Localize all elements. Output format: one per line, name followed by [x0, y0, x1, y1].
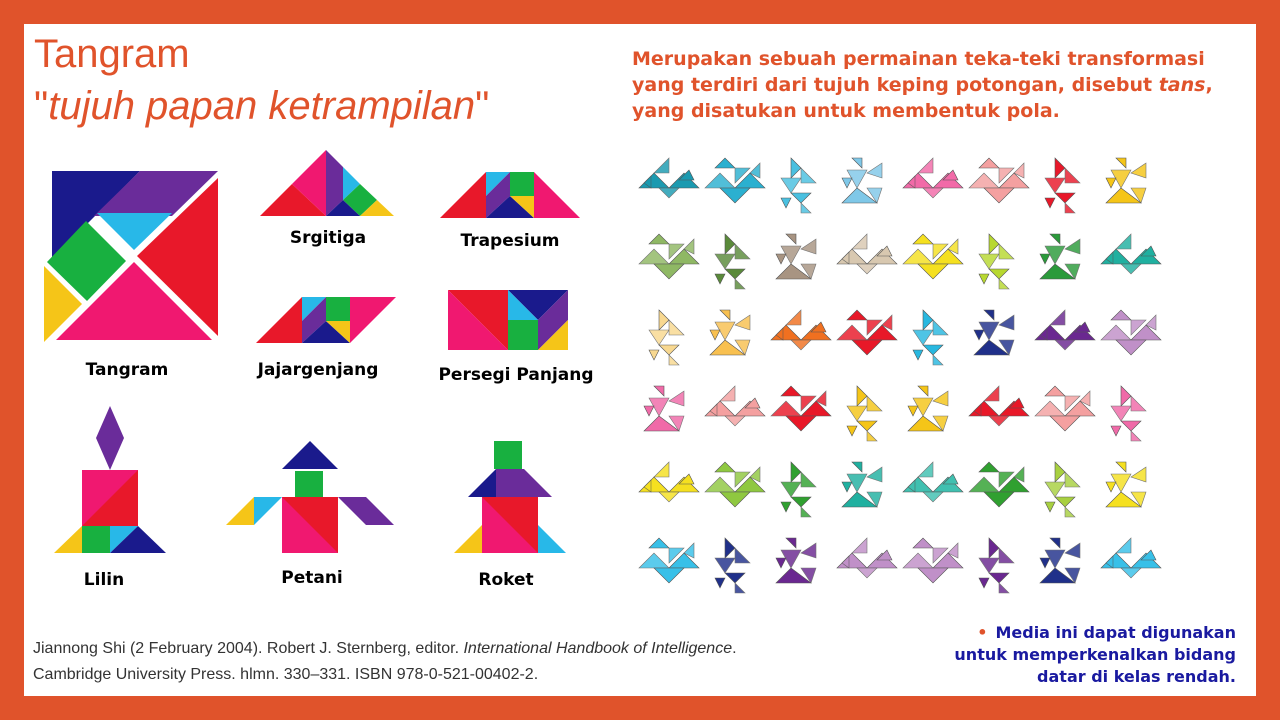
tan-piece — [842, 482, 852, 492]
page-title: Tangram — [34, 32, 190, 76]
lilin-figure — [54, 406, 168, 554]
gallery-figure — [842, 462, 882, 507]
tan-piece — [654, 264, 684, 279]
tan-piece — [923, 188, 943, 198]
tan-piece — [786, 234, 796, 244]
tan-piece — [725, 269, 745, 279]
gallery-figure — [979, 234, 1014, 289]
tan-piece — [715, 578, 725, 588]
tan-piece — [1055, 158, 1065, 178]
tan-piece — [1101, 553, 1131, 568]
gallery-figure — [776, 234, 816, 279]
tan-piece — [781, 198, 791, 208]
gallery-figure — [715, 234, 750, 289]
tan-piece — [877, 246, 892, 256]
tan-piece — [984, 386, 999, 401]
tan-piece — [801, 472, 816, 487]
tan-piece — [1101, 325, 1131, 340]
tan-piece — [654, 158, 669, 173]
tan-piece — [903, 553, 933, 568]
tan-piece — [1065, 543, 1080, 558]
tan-piece — [639, 553, 669, 568]
tan-piece — [933, 391, 948, 406]
tan-piece — [984, 492, 1014, 507]
tan-piece — [735, 315, 750, 330]
tan-piece — [735, 279, 745, 289]
tan-piece — [1106, 482, 1116, 492]
tan-piece — [659, 188, 679, 198]
tan-piece — [801, 239, 816, 254]
tan-piece — [1131, 467, 1146, 482]
gallery-figure — [710, 310, 750, 355]
tan-piece — [989, 269, 1009, 279]
tan-piece — [969, 401, 999, 416]
tan-piece — [649, 234, 669, 244]
gallery-figure — [842, 158, 882, 203]
tan-piece — [847, 426, 857, 436]
tan-piece — [857, 568, 877, 578]
gallery-figure — [715, 538, 750, 593]
tan-piece — [801, 543, 816, 558]
tan-piece — [1035, 401, 1065, 416]
tan-piece — [649, 538, 669, 548]
label-roket: Roket — [478, 570, 534, 590]
gallery-figure — [705, 386, 765, 426]
tan-piece — [1075, 322, 1090, 332]
tangram-figure — [42, 166, 220, 344]
tan-piece — [725, 538, 735, 558]
tan-piece — [1009, 398, 1024, 408]
tan-piece — [1045, 178, 1065, 193]
tan-piece — [999, 583, 1009, 593]
tan-piece — [979, 254, 999, 269]
tan-piece — [999, 315, 1014, 330]
tan-piece — [1116, 234, 1131, 249]
gallery-figure — [781, 462, 816, 517]
tan-piece — [943, 170, 958, 180]
tan-piece — [1131, 431, 1141, 441]
tan-piece — [1045, 502, 1055, 512]
label-jajargenjang: Jajargenjang — [257, 360, 379, 380]
tan-piece — [999, 244, 1014, 259]
tan-piece — [735, 583, 745, 593]
tan-piece — [923, 310, 933, 330]
tan-piece — [1050, 310, 1065, 325]
tan-piece — [852, 340, 882, 355]
tan-piece — [1106, 178, 1116, 188]
tan-piece — [1116, 538, 1131, 553]
tan-piece — [989, 416, 1009, 426]
tan-piece — [791, 158, 801, 178]
tan-piece — [725, 573, 745, 583]
tan-piece — [857, 421, 877, 431]
tan-piece — [989, 234, 999, 254]
tan-piece — [715, 558, 735, 573]
gallery-figure — [969, 386, 1029, 426]
note: • Media ini dapat digunakan untuk memperkenalkan bidang datar di kelas rendah. — [954, 623, 1236, 686]
tan-piece — [913, 330, 933, 345]
gallery-figure — [639, 538, 699, 583]
label-petani: Petani — [281, 568, 343, 588]
tan-piece — [867, 396, 882, 411]
tan-piece — [913, 538, 933, 548]
gallery-figure — [903, 462, 963, 502]
tan-piece — [1065, 203, 1075, 213]
tan-piece — [715, 462, 735, 472]
gallery-figure — [974, 310, 1014, 355]
tan-piece — [786, 416, 816, 431]
tan-piece — [837, 553, 867, 568]
tan-piece — [877, 550, 892, 560]
tan-piece — [933, 355, 943, 365]
gallery-figure — [913, 310, 948, 365]
tan-piece — [654, 462, 669, 477]
petani-figure — [226, 441, 396, 555]
tan-piece — [1121, 264, 1141, 274]
tan-piece — [984, 310, 994, 320]
gallery-figure — [1035, 386, 1095, 431]
description: Merupakan sebuah permainan teka-teki transformasi yang terdiri dari tujuh keping potongan, disebut tans, yang disatukan untuk membentuk pola. — [632, 48, 1213, 122]
tan-piece — [715, 158, 735, 168]
tan-piece — [654, 568, 684, 583]
label-segitiga: Srgitiga — [289, 228, 367, 248]
tan-piece — [639, 173, 669, 188]
tan-piece — [659, 492, 679, 502]
gallery-figure — [847, 386, 882, 441]
tan-piece — [852, 538, 867, 553]
tan-piece — [903, 249, 933, 264]
tan-piece — [867, 431, 877, 441]
gallery-figure — [781, 158, 816, 213]
tan-piece — [735, 548, 750, 563]
tan-piece — [786, 310, 801, 325]
tan-piece — [1111, 426, 1121, 436]
tan-piece — [1131, 163, 1146, 178]
tan-piece — [1111, 406, 1131, 421]
tan-piece — [923, 345, 943, 355]
tan-piece — [852, 462, 862, 472]
tan-piece — [720, 188, 750, 203]
tan-piece — [781, 482, 801, 497]
tan-piece — [989, 573, 1009, 583]
tan-piece — [639, 249, 669, 264]
gallery-figure — [705, 158, 765, 203]
tan-piece — [781, 386, 801, 396]
tan-piece — [852, 234, 867, 249]
gallery-figure — [639, 158, 699, 198]
gallery-figure — [908, 386, 948, 431]
tan-piece — [989, 538, 999, 558]
tan-piece — [1101, 249, 1131, 264]
tan-piece — [847, 310, 867, 320]
tan-piece — [745, 398, 760, 408]
gallery-figure — [837, 234, 897, 274]
tan-piece — [679, 474, 694, 484]
gallery-figure — [1045, 158, 1080, 213]
tan-piece — [791, 193, 811, 203]
tan-piece — [857, 386, 867, 406]
tan-piece — [867, 163, 882, 178]
tan-piece — [918, 386, 928, 396]
tan-piece — [1065, 472, 1080, 487]
tan-piece — [979, 462, 999, 472]
tan-piece — [791, 340, 811, 350]
label-persegi-panjang: Persegi Panjang — [438, 365, 594, 385]
tan-piece — [801, 507, 811, 517]
tan-piece — [984, 188, 1014, 203]
gallery-figure — [1035, 310, 1095, 350]
tan-piece — [735, 244, 750, 259]
persegi-panjang-figure — [448, 290, 570, 352]
gallery-figure — [649, 310, 684, 365]
roket-figure — [454, 441, 568, 555]
gallery-figure — [979, 538, 1014, 593]
tan-piece — [1055, 497, 1075, 507]
tan-piece — [811, 322, 826, 332]
tan-piece — [837, 249, 867, 264]
gallery-figure — [1101, 538, 1161, 578]
tan-piece — [669, 391, 684, 406]
tan-piece — [781, 502, 791, 512]
tan-piece — [679, 170, 694, 180]
gallery-figure — [776, 538, 816, 583]
gallery-figure — [1101, 234, 1161, 274]
tan-piece — [1141, 550, 1156, 560]
tan-piece — [918, 158, 933, 173]
jajargenjang-figure — [256, 297, 398, 345]
gallery-figure — [903, 158, 963, 198]
tan-piece — [969, 173, 999, 188]
tan-piece — [1050, 538, 1060, 548]
tan-piece — [1121, 386, 1131, 406]
tan-piece — [933, 320, 948, 335]
tan-piece — [857, 264, 877, 274]
tan-piece — [1121, 421, 1141, 431]
gallery-figure — [639, 234, 699, 279]
tan-piece — [649, 330, 669, 345]
tan-piece — [791, 462, 801, 482]
tan-piece — [1065, 168, 1080, 183]
tan-piece — [771, 325, 801, 340]
tan-piece — [725, 234, 735, 254]
label-tangram: Tangram — [85, 360, 169, 380]
tan-piece — [1045, 482, 1065, 497]
tan-piece — [1040, 254, 1050, 264]
tan-piece — [979, 558, 999, 573]
tan-piece — [969, 477, 999, 492]
tan-piece — [913, 234, 933, 244]
tan-piece — [913, 350, 923, 360]
tan-piece — [979, 274, 989, 284]
tan-piece — [918, 462, 933, 477]
tan-piece — [1065, 239, 1080, 254]
tan-piece — [1116, 340, 1146, 355]
gallery-figure — [837, 538, 897, 578]
tan-piece — [908, 406, 918, 416]
tan-piece — [903, 477, 933, 492]
tan-piece — [852, 158, 862, 168]
gallery-figure — [969, 462, 1029, 507]
tan-piece — [1055, 462, 1065, 482]
tan-piece — [943, 474, 958, 484]
tan-piece — [649, 350, 659, 360]
tan-piece — [644, 406, 654, 416]
tan-piece — [659, 310, 669, 330]
tan-piece — [791, 497, 811, 507]
tan-piece — [1116, 158, 1126, 168]
tan-piece — [1116, 462, 1126, 472]
tan-piece — [903, 173, 933, 188]
tan-piece — [705, 477, 735, 492]
gallery-figure — [644, 386, 684, 431]
tan-piece — [781, 178, 801, 193]
tan-piece — [979, 158, 999, 168]
gallery-figure — [837, 310, 897, 355]
tan-piece — [867, 467, 882, 482]
gallery-figure — [771, 310, 831, 350]
tan-piece — [837, 325, 867, 340]
gallery-figure — [771, 386, 831, 431]
tan-piece — [659, 345, 679, 355]
gallery-figure — [1040, 234, 1080, 279]
tan-piece — [1055, 193, 1075, 203]
tan-piece — [720, 386, 735, 401]
tan-piece — [801, 168, 816, 183]
tan-piece — [979, 578, 989, 588]
gallery-figure — [1040, 538, 1080, 583]
label-lilin: Lilin — [83, 570, 125, 590]
gallery-figure — [969, 158, 1029, 203]
figure-gallery — [632, 144, 1232, 598]
tan-piece — [1035, 325, 1065, 340]
tan-piece — [842, 178, 852, 188]
tan-piece — [771, 401, 801, 416]
tan-piece — [720, 492, 750, 507]
tan-piece — [720, 310, 730, 320]
tan-piece — [847, 406, 867, 421]
gallery-figure — [1101, 310, 1161, 355]
tan-piece — [776, 254, 786, 264]
tan-piece — [669, 320, 684, 335]
tan-piece — [1065, 507, 1075, 517]
gallery-figure — [903, 538, 963, 583]
gallery-figure — [1106, 462, 1146, 507]
segitiga-figure — [260, 150, 396, 218]
tan-piece — [669, 355, 679, 365]
tan-piece — [918, 264, 948, 279]
tan-piece — [1131, 396, 1146, 411]
tan-piece — [1050, 416, 1080, 431]
tan-piece — [1141, 246, 1156, 256]
tan-piece — [923, 492, 943, 502]
tan-piece — [974, 330, 984, 340]
tan-piece — [705, 401, 735, 416]
tan-piece — [801, 203, 811, 213]
tan-piece — [715, 274, 725, 284]
tan-piece — [654, 386, 664, 396]
gallery-figure — [1045, 462, 1080, 517]
tan-piece — [999, 279, 1009, 289]
tan-piece — [1111, 310, 1131, 320]
tan-piece — [725, 416, 745, 426]
tan-piece — [999, 548, 1014, 563]
tan-piece — [1055, 340, 1075, 350]
tan-piece — [918, 568, 948, 583]
slide — [24, 24, 1256, 696]
tan-piece — [1050, 234, 1060, 244]
bullet-icon: • — [977, 623, 988, 642]
tan-piece — [786, 538, 796, 548]
gallery-figure — [903, 234, 963, 279]
gallery-figure — [1111, 386, 1146, 441]
gallery-figure — [705, 462, 765, 507]
tan-piece — [776, 558, 786, 568]
tan-piece — [1121, 568, 1141, 578]
tan-piece — [705, 173, 735, 188]
tan-piece — [1040, 558, 1050, 568]
page-subtitle: "tujuh papan ketrampilan" — [34, 84, 490, 128]
gallery-figure — [639, 462, 699, 502]
citation: Jiannong Shi (2 February 2004). Robert J. Sternberg, editor. International Handbook of Intelligence. Cambridge University Press. hlmn. 330–331. ISBN 978-0-521-00402-2. — [33, 640, 737, 683]
trapesium-figure — [440, 172, 582, 220]
gallery-figure — [1106, 158, 1146, 203]
tan-piece — [1045, 386, 1065, 396]
tan-piece — [1045, 198, 1055, 208]
tan-piece — [639, 477, 669, 492]
label-trapesium: Trapesium — [460, 231, 560, 251]
tan-piece — [715, 254, 735, 269]
tan-piece — [710, 330, 720, 340]
